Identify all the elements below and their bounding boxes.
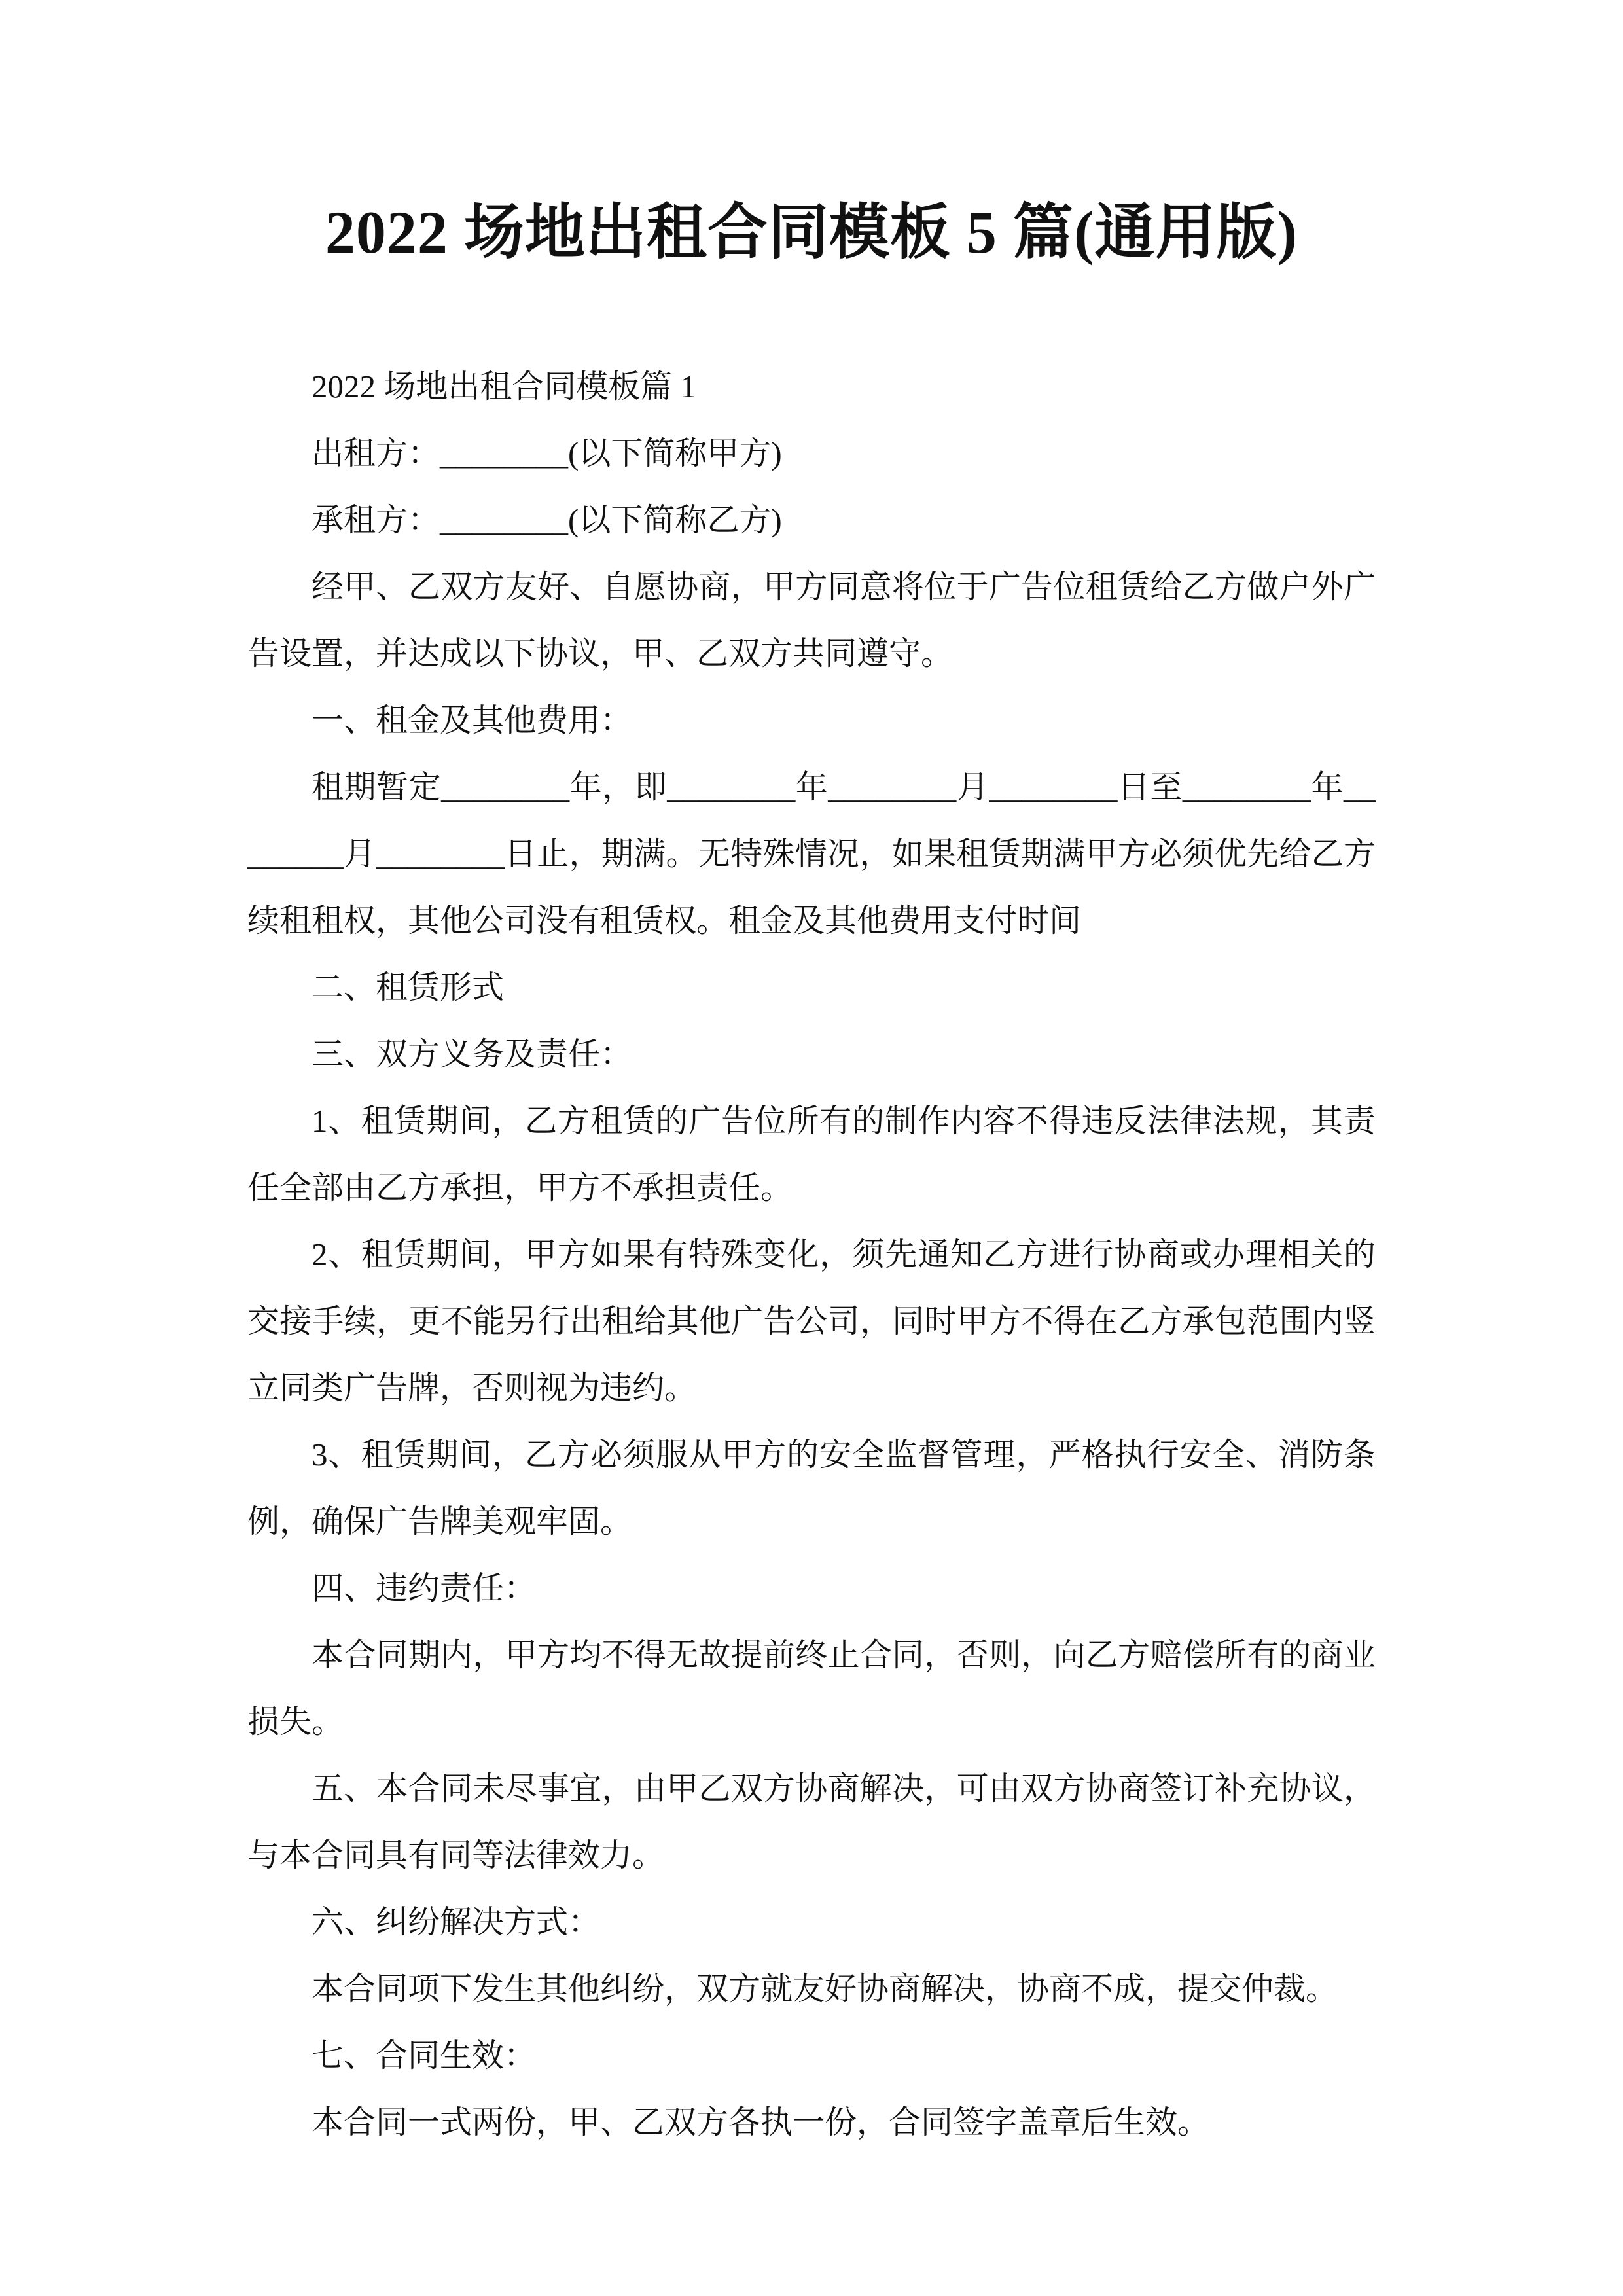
paragraph-term-clause: 租期暂定________年，即________年________月________日至________年________月________日止，期满。无特殊情况，如果租赁期满甲方必须优先给乙方续租租权，其他公司没有租赁权。租金及其他费用支付时间 [247,769,1376,939]
paragraph-clause-3-3: 3、租赁期间，乙方必须服从甲方的安全监督管理，严格执行安全、消防条例，确保广告牌美观牢固。 [247,1437,1376,1540]
paragraph-clause-3-1: 1、租赁期间，乙方租赁的广告位所有的制作内容不得违反法律法规，其责任全部由乙方承担，甲方不承担责任。 [247,1103,1376,1206]
document-title: 2022 场地出租合同模板 5 篇(通用版) [325,199,1298,266]
paragraph-heading-2: 二、租赁形式 [312,969,505,1006]
paragraph-clause-5: 五、本合同未尽事宜，由甲乙双方协商解决，可由双方协商签订补充协议，与本合同具有同等法律效力。 [247,1770,1376,1874]
paragraph-clause-3-2: 2、租赁期间，甲方如果有特殊变化，须先通知乙方进行协商或办理相关的交接手续，更不能另行出租给其他广告公司，同时甲方不得在乙方承包范围内竖立同类广告牌，否则视为违约。 [247,1236,1376,1407]
paragraph-clause-4: 本合同期内，甲方均不得无故提前终止合同，否则，向乙方赔偿所有的商业损失。 [247,1637,1376,1740]
paragraph-heading-7: 七、合同生效： [312,2037,537,2074]
paragraph-preamble: 经甲、乙双方友好、自愿协商，甲方同意将位于广告位租赁给乙方做户外广告设置，并达成以下协议，甲、乙双方共同遵守。 [247,569,1376,672]
paragraph-lessee-line: 承租方：________(以下简称乙方) [312,502,782,539]
paragraph-heading-6: 六、纠纷解决方式： [312,1904,601,1941]
paragraph-heading-4: 四、违约责任： [312,1570,537,1607]
paragraph-lessor-line: 出租方：________(以下简称甲方) [312,435,782,472]
paragraph-clause-7: 本合同一式两份，甲、乙双方各执一份，合同签字盖章后生效。 [312,2104,1210,2141]
paragraph-clause-6: 本合同项下发生其他纠纷，双方就友好协商解决，协商不成，提交仲裁。 [312,1971,1338,2007]
paragraph-heading-3: 三、双方义务及责任： [312,1036,633,1073]
paragraph-heading-1: 一、租金及其他费用： [312,702,633,739]
paragraph-subtitle: 2022 场地出租合同模板篇 1 [312,368,697,405]
